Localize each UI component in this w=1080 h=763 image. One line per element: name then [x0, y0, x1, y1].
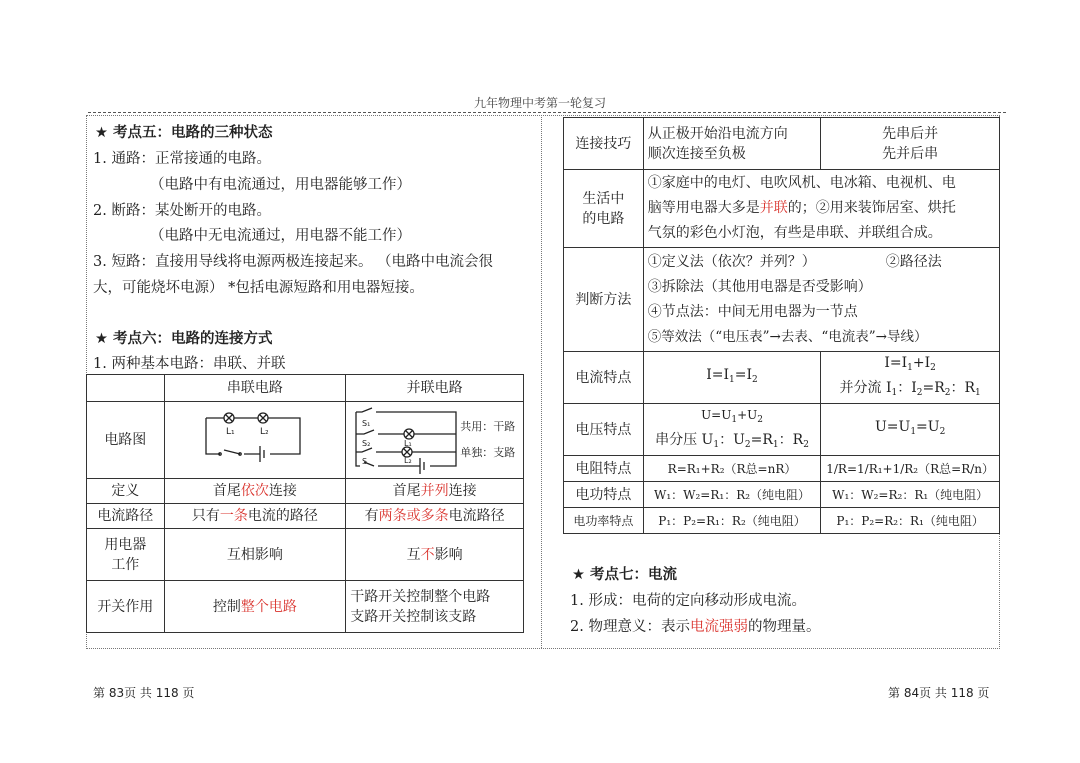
parallel-circuit-diagram	[346, 402, 524, 479]
table-row	[564, 508, 1000, 534]
page-header-title: 九年物理中考第一轮复习	[473, 96, 606, 110]
row-label-definition: 定义	[87, 479, 165, 504]
s5-line-2: （电路中有电流通过，用电器能够工作）	[150, 177, 411, 193]
circuit-comparison-table	[86, 374, 524, 633]
svg-text:L₁: L₁	[225, 427, 235, 437]
table-row	[87, 504, 524, 529]
series-switch-role: 控制整个电路	[164, 581, 346, 633]
table-corner-cell	[87, 375, 165, 402]
row-label-diagram: 电路图	[87, 402, 165, 479]
svg-text:L₂: L₂	[259, 427, 269, 437]
table-row	[564, 404, 1000, 456]
s5-line-6: 大，可能烧坏电源） *包括电源短路和用电器短接。	[93, 280, 424, 296]
parallel-note-branch: 单独：支路	[460, 446, 516, 459]
resistance-series: R=R₁+R₂（R总=nR）	[643, 456, 821, 482]
table-row	[87, 581, 524, 633]
s7-line-1: 1. 形成：电荷的定向移动形成电流。	[570, 593, 806, 609]
table-row	[564, 352, 1000, 404]
footer-page-left: 第 83页 共 118 页	[93, 686, 195, 700]
s6-subtitle: 1. 两种基本电路：串联、并联	[93, 356, 286, 372]
s5-line-4: （电路中无电流通过，用电器不能工作）	[150, 228, 411, 244]
s5-line-5: 3. 短路：直接用导线将电源两极连接起来。 （电路中电流会很	[93, 254, 494, 270]
column-divider	[541, 115, 542, 648]
section-5-title: ★ 考点五：电路的三种状态	[95, 125, 273, 141]
parallel-note-trunk: 共用：干路	[460, 420, 516, 433]
s7-line-2: 2. 物理意义：表示电流强弱的物理量。	[570, 619, 821, 635]
section-7-title: ★ 考点七：电流	[572, 567, 678, 583]
row-label-current: 电流特点	[564, 352, 644, 404]
series-current-path: 只有一条电流的路径	[164, 504, 346, 529]
table-row	[564, 482, 1000, 508]
svg-text:L₂: L₂	[404, 456, 412, 465]
row-label-connect: 连接技巧	[564, 118, 644, 170]
power-parallel: P₁：P₂=R₂：R₁（纯电阻）	[821, 508, 1000, 534]
table-row	[87, 529, 524, 581]
row-label-life: 生活中 的电路	[564, 170, 644, 248]
table-row	[564, 170, 1000, 248]
resistance-parallel: 1/R=1/R₁+1/R₂（R总=R/n）	[821, 456, 1000, 482]
table-row	[564, 248, 1000, 352]
footer-page-right: 第 84页 共 118 页	[888, 686, 990, 700]
header-divider	[88, 112, 1006, 113]
row-label-power: 电功率特点	[564, 508, 644, 534]
series-definition: 首尾依次连接	[164, 479, 346, 504]
svg-text:S₂: S₂	[362, 439, 371, 448]
table-row	[564, 456, 1000, 482]
current-parallel: $I=I_1+I_2$ 并分流 $I_1$：$I_2=R_2$：$R_1$	[821, 352, 1000, 404]
table-row	[87, 479, 524, 504]
voltage-series: $U=U_1+U_2$ 串分压 $U_1$：$U_2=R_1$：$R_2$	[643, 404, 821, 456]
table-row	[564, 118, 1000, 170]
row-label-judge: 判断方法	[564, 248, 644, 352]
col-header-series: 串联电路	[164, 375, 346, 402]
judge-methods: ①定义法（依次？并列？） ②路径法 ③拆除法（其他用电器是否受影响） ④节点法：中间无用电器为一节点 ⑤等效法（“电压表”→去表、“电流表”→导线）	[643, 248, 999, 352]
svg-text:L₁: L₁	[404, 439, 412, 448]
parallel-appliance-work: 互不影响	[346, 529, 524, 581]
row-label-resistance: 电阻特点	[564, 456, 644, 482]
row-label-work: 电功特点	[564, 482, 644, 508]
parallel-circuit-image	[350, 406, 460, 474]
col-header-parallel: 并联电路	[346, 375, 524, 402]
series-circuit-diagram	[164, 402, 346, 479]
svg-text:S₁: S₁	[362, 419, 371, 428]
parallel-current-path: 有两条或多条电流路径	[346, 504, 524, 529]
parallel-switch-role: 干路开关控制整个电路 支路开关控制该支路	[346, 581, 524, 633]
circuit-properties-table	[563, 117, 1000, 534]
row-label-switch-role: 开关作用	[87, 581, 165, 633]
work-series: W₁：W₂=R₁：R₂（纯电阻）	[643, 482, 821, 508]
series-appliance-work: 互相影响	[164, 529, 346, 581]
row-label-voltage: 电压特点	[564, 404, 644, 456]
parallel-definition: 首尾并列连接	[346, 479, 524, 504]
connect-method-1: 从正极开始沿电流方向 顺次连接至负极	[643, 118, 821, 170]
current-series: $I=I_1=I_2$	[643, 352, 821, 404]
connect-method-2: 先串后并 先并后串	[821, 118, 1000, 170]
series-circuit-image	[200, 406, 310, 468]
s5-line-3: 2. 断路：某处断开的电路。	[93, 203, 271, 219]
power-series: P₁：P₂=R₁：R₂（纯电阻）	[643, 508, 821, 534]
life-circuit-text: ①家庭中的电灯、电吹风机、电冰箱、电视机、电 脑等用电器大多是并联的；②用来装饰居室、烘托 气氛的彩色小灯泡，有些是串联、并联组合成。	[643, 170, 999, 248]
voltage-parallel: $U=U_1=U_2$	[821, 404, 1000, 456]
row-label-appliance-work: 用电器 工作	[87, 529, 165, 581]
row-label-current-path: 电流路径	[87, 504, 165, 529]
section-6-title: ★ 考点六：电路的连接方式	[95, 331, 273, 347]
svg-text:S: S	[362, 457, 368, 466]
s5-line-1: 1. 通路：正常接通的电路。	[93, 151, 271, 167]
work-parallel: W₁：W₂=R₂：R₁（纯电阻）	[821, 482, 1000, 508]
